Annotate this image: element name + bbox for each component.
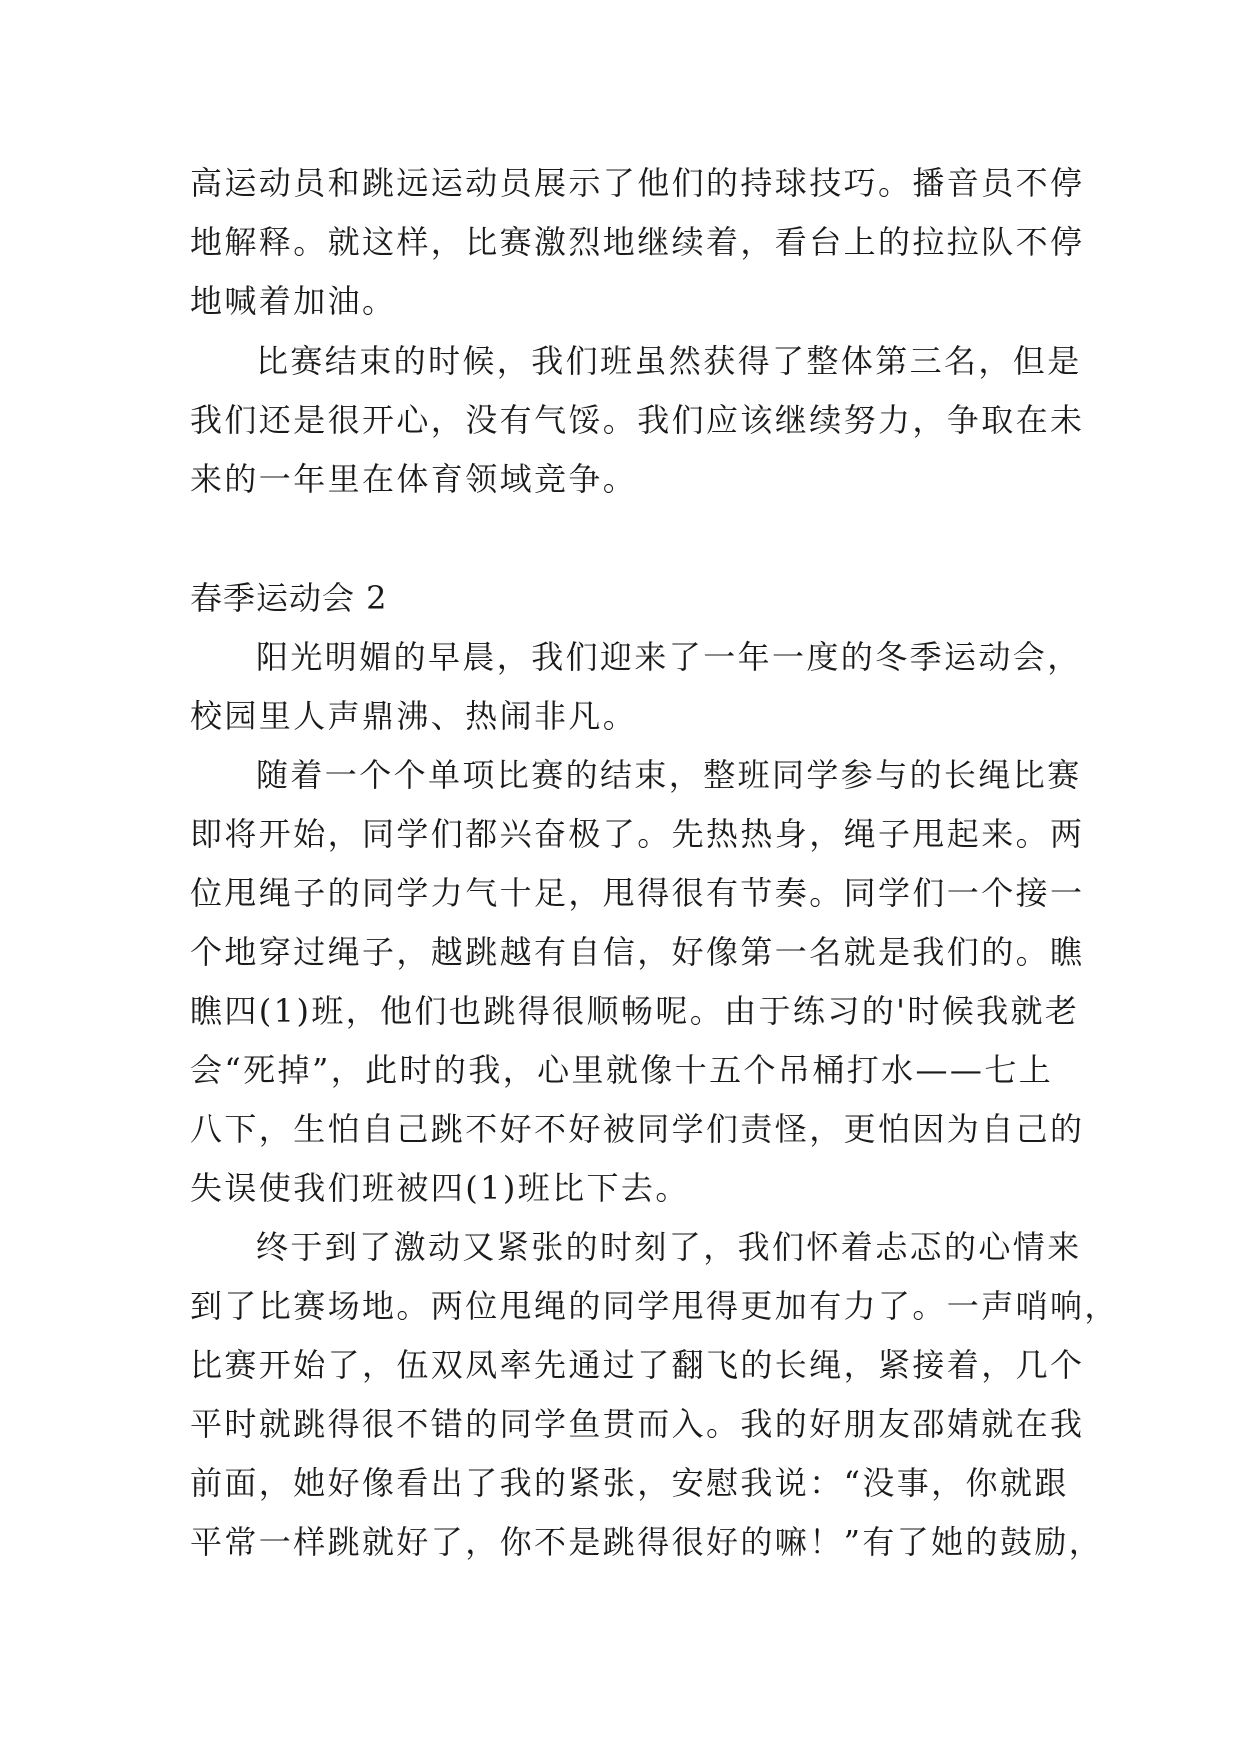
text-line: 我们还是很开心，没有气馁。我们应该继续努力，争取在未 bbox=[190, 401, 1085, 439]
text-line: 八下，生怕自己跳不好不好被同学们责怪，更怕因为自己的 bbox=[190, 1110, 1085, 1148]
text-line: 地解释。就这样，比赛激烈地继续着，看台上的拉拉队不停 bbox=[190, 223, 1085, 261]
text-line: 来的一年里在体育领域竞争。 bbox=[190, 460, 638, 498]
text-line: 位甩绳子的同学力气十足，甩得很有节奏。同学们一个接一 bbox=[190, 874, 1085, 912]
text-line: 终于到了激动又紧张的时刻了，我们怀着忐忑的心情来 bbox=[256, 1228, 1082, 1266]
text-line: 个地穿过绳子，越跳越有自信，好像第一名就是我们的。瞧 bbox=[190, 933, 1085, 971]
text-line: 失误使我们班被四(1)班比下去。 bbox=[190, 1169, 690, 1207]
text-line: 高运动员和跳远运动员展示了他们的持球技巧。播音员不停 bbox=[190, 164, 1085, 202]
text-line: 瞧四(1)班，他们也跳得很顺畅呢。由于练习的'时候我就老 bbox=[190, 992, 1080, 1030]
text-line: 比赛结束的时候，我们班虽然获得了整体第三名，但是 bbox=[256, 342, 1082, 380]
text-line: 随着一个个单项比赛的结束，整班同学参与的长绳比赛 bbox=[256, 756, 1082, 794]
text-line: 到了比赛场地。两位甩绳的同学甩得更加有力了。一声哨响， bbox=[190, 1287, 1119, 1325]
text-line: 校园里人声鼎沸、热闹非凡。 bbox=[190, 697, 638, 735]
text-line: 即将开始，同学们都兴奋极了。先热热身，绳子甩起来。两 bbox=[190, 815, 1085, 853]
section-heading: 春季运动会 2 bbox=[190, 579, 388, 617]
text-line: 前面，她好像看出了我的紧张，安慰我说：“没事，你就跟 bbox=[190, 1464, 1069, 1502]
text-line: 平时就跳得很不错的同学鱼贯而入。我的好朋友邵婧就在我 bbox=[190, 1405, 1085, 1443]
text-line: 地喊着加油。 bbox=[190, 282, 397, 320]
text-line: 会“死掉”，此时的我，心里就像十五个吊桶打水——七上 bbox=[190, 1051, 1054, 1089]
text-line: 平常一样跳就好了，你不是跳得很好的嘛！”有了她的鼓励， bbox=[190, 1523, 1104, 1561]
text-line: 比赛开始了，伍双凤率先通过了翻飞的长绳，紧接着，几个 bbox=[190, 1346, 1085, 1384]
text-line: 阳光明媚的早晨，我们迎来了一年一度的冬季运动会， bbox=[256, 638, 1082, 676]
